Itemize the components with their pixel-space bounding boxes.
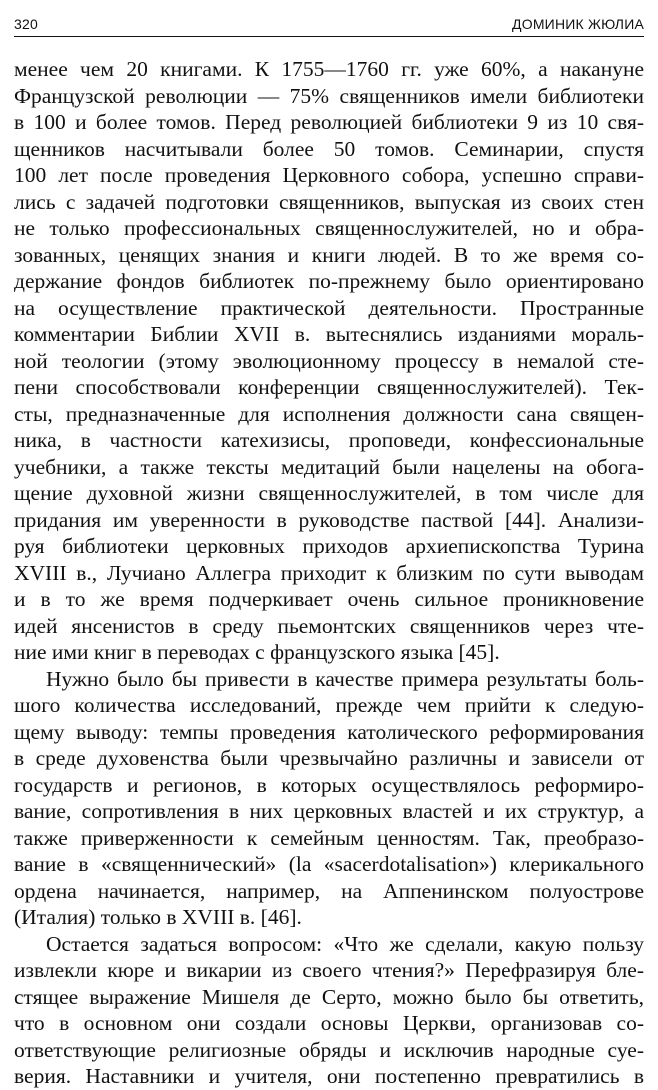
text-line: ордена начинается, например, на Аппенинском полуострове	[14, 878, 644, 903]
text-line: ответствующие религиозные обряды и исключив народные суе-	[14, 1037, 644, 1062]
text-line: комментарии Библии XVII в. вытеснялись изданиями мораль-	[14, 322, 644, 346]
text-line: вание в «священнический» (la «sacerdotalisation») клерикального	[14, 852, 644, 876]
paragraph	[14, 666, 644, 931]
text-line: также приверженности к семейным ценностям. Так, преобразо-	[14, 825, 644, 850]
running-title: ДОМИНИК ЖЮЛИА	[512, 16, 644, 32]
text-line: щение духовной жизни священнослужителей, в том числе для	[14, 481, 644, 505]
page-header	[14, 6, 644, 32]
text-line: лись с задачей подготовки священников, выпуская из своих стен	[14, 189, 644, 214]
header-rule	[14, 36, 644, 37]
text-line: менее чем 20 книгами. К 1755—1760 гг. уже 60%, а накануне	[14, 57, 644, 81]
text-line: государств и регионов, в которых осуществлялось реформиро-	[14, 772, 644, 797]
text-line: щему выводу: темпы проведения католического реформирования	[14, 719, 644, 744]
text-line: на осуществление практической деятельности. Пространные	[14, 295, 644, 320]
text-line: Нужно было бы привести в качестве примера результаты боль-	[46, 666, 644, 691]
text-line: в 100 и более томов. Перед революцией библиотеки 9 из 10 свя-	[14, 110, 644, 134]
text-line: пени способствовали конференции священнослужителей). Тек-	[14, 375, 644, 399]
text-line: не только профессиональных священнослужителей, но и обра-	[14, 216, 644, 240]
text-line: зованных, ценящих знания и книги людей. В то же время со-	[14, 242, 644, 267]
text-line: Остается задаться вопросом: «Что же сделали, какую пользу	[46, 931, 644, 956]
text-line: 100 лет после проведения Церковного собора, успешно справи-	[14, 163, 644, 187]
text-line: ной теологии (этому эволюционному процессу в немалой сте-	[14, 348, 644, 373]
text-line: XVIII в., Лучиано Аллегра приходит к близким по сути выводам	[14, 560, 644, 585]
text-line: ника, в частности катехизисы, проповеди, конфессиональные	[14, 428, 644, 452]
text-line: идей янсенистов в среду пьемонтских священников через чте-	[14, 613, 644, 638]
text-line: шого количества исследований, прежде чем прийти к следую-	[14, 693, 644, 717]
text-line: щенников насчитывали более 50 томов. Семинарии, спустя	[14, 136, 644, 161]
text-line: (Италия) только в XVIII в. [46].	[14, 905, 302, 929]
text-line: что в основном они создали основы Церкви, организовав со-	[14, 1011, 644, 1035]
text-line: верия. Наставники и учителя, они постепенно превратились в	[14, 1064, 644, 1088]
text-line: руя библиотеки церковных приходов архиепископства Турина	[14, 534, 644, 558]
text-line: в среде духовенства были чрезвычайно различны и зависели от	[14, 746, 644, 770]
paragraph	[14, 931, 644, 1090]
text-line: держание фондов библиотек по-прежнему было ориентировано	[14, 269, 644, 293]
text-line: вание, сопротивления в них церковных властей и их структур, а	[14, 799, 644, 823]
text-line: и в то же время подчеркивает очень сильное проникновение	[14, 587, 644, 611]
text-line: учебники, а также тексты медитаций были нацелены на обога-	[14, 454, 644, 479]
text-line: придания им уверенности в руководстве паствой [44]. Анализи-	[14, 507, 644, 532]
text-line: ние ими книг в переводах с французского языка [45].	[14, 640, 500, 664]
text-line: Французской революции — 75% священников имели библиотеки	[14, 83, 644, 108]
text-line: стящее выражение Мишеля де Серто, можно было бы ответить,	[14, 984, 644, 1009]
body-text	[14, 56, 644, 1090]
text-line: сты, предназначенные для исполнения должности сана священ-	[14, 401, 644, 426]
paragraph	[14, 56, 644, 666]
text-line: извлекли кюре и викарии из своего чтения?» Перефразируя бле-	[14, 958, 644, 982]
page-number: 320	[14, 16, 38, 32]
